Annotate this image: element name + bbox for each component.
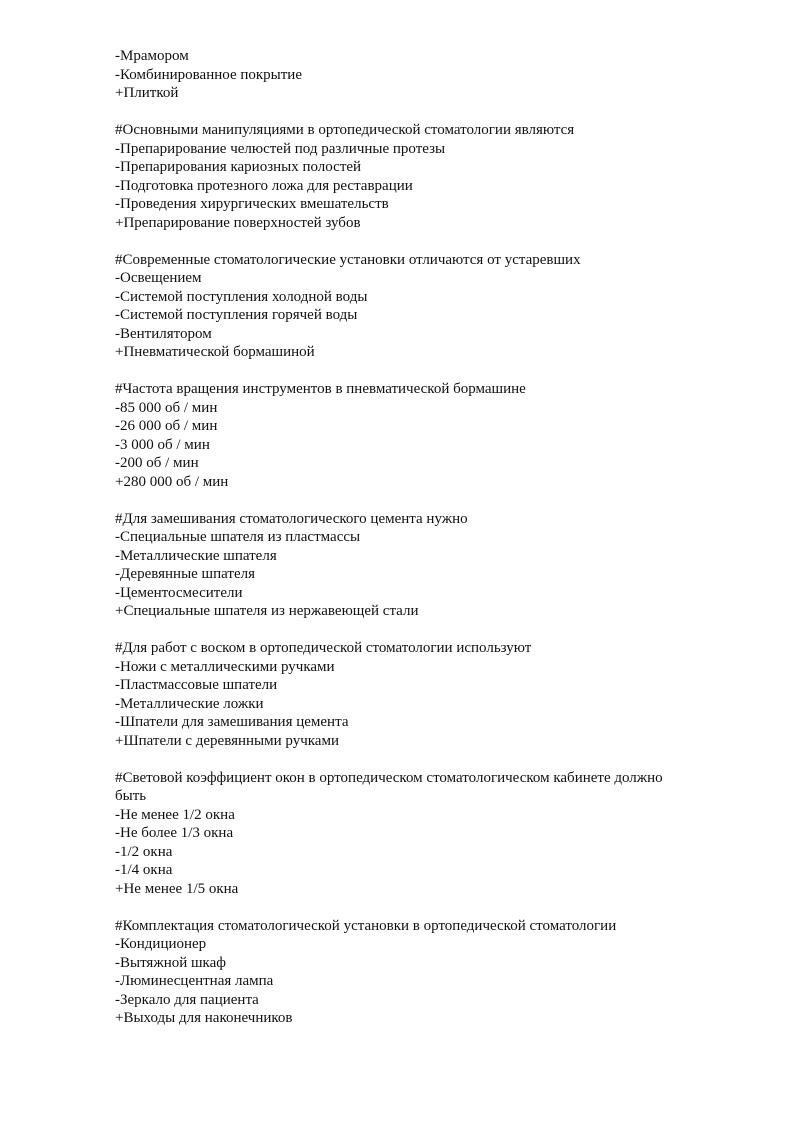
answer-option: -Системой поступления горячей воды xyxy=(115,307,358,323)
answer-option: -Препарирование челюстей под различные протезы xyxy=(115,140,446,157)
correct-answer: +280 000 об / мин xyxy=(115,473,229,490)
answer-option: -Препарирования кариозных полостей xyxy=(115,159,362,175)
question-text: #Световой коэффициент окон в ортопедическом стоматологическом кабинете должно xyxy=(115,769,663,786)
answer-option: -200 об / мин xyxy=(115,455,199,471)
document-page xyxy=(115,47,725,1046)
answer-option: -Системой поступления холодной воды xyxy=(115,288,368,305)
correct-answer: +Выходы для наконечников xyxy=(115,1010,293,1026)
answer-option: -Кондиционер xyxy=(115,936,207,952)
correct-answer: +Пневматической бормашиной xyxy=(115,344,315,360)
question-block-1 xyxy=(115,47,725,103)
answer-option: -Пластмассовые шпатели xyxy=(115,677,278,693)
answer-option: -85 000 об / мин xyxy=(115,399,218,416)
question-block-4 xyxy=(115,380,725,491)
answer-option: -Цементосмесители xyxy=(115,584,243,601)
answer-option: -Комбинированное покрытие xyxy=(115,66,302,83)
answer-option: -Металлические ложки xyxy=(115,695,264,712)
answer-option: -Люминесцентная лампа xyxy=(115,973,274,989)
answer-option: -Специальные шпателя из пластмассы xyxy=(115,529,361,545)
answer-option: -Ножи с металлическими ручками xyxy=(115,658,335,675)
correct-answer: +Плиткой xyxy=(115,85,179,101)
answer-option: -Металлические шпателя xyxy=(115,547,277,564)
answer-option: -Вытяжной шкаф xyxy=(115,954,226,971)
question-block-8 xyxy=(115,917,725,1028)
question-block-3 xyxy=(115,251,725,362)
correct-answer: +Шпатели с деревянными ручками xyxy=(115,732,339,749)
answer-option: -1/4 окна xyxy=(115,862,173,878)
correct-answer: +Специальные шпателя из нержавеющей стали xyxy=(115,603,419,619)
question-text-continuation: быть xyxy=(115,788,147,804)
answer-option: -Деревянные шпателя xyxy=(115,566,255,582)
answer-option: -Освещением xyxy=(115,270,202,286)
answer-option: -Мрамором xyxy=(115,48,189,64)
answer-option: -Не более 1/3 окна xyxy=(115,825,234,841)
question-text: #Основными манипуляциями в ортопедической стоматологии являются xyxy=(115,122,575,138)
answer-option: -1/2 окна xyxy=(115,843,173,860)
answer-option: -3 000 об / мин xyxy=(115,436,210,453)
correct-answer: +Препарирование поверхностей зубов xyxy=(115,214,361,231)
answer-option: -Шпатели для замешивания цемента xyxy=(115,714,349,730)
question-block-6 xyxy=(115,639,725,750)
correct-answer: +Не менее 1/5 окна xyxy=(115,880,239,897)
question-text: #Комплектация стоматологической установки в ортопедической стоматологии xyxy=(115,917,617,934)
answer-option: -Подготовка протезного ложа для реставрации xyxy=(115,177,413,194)
question-block-7 xyxy=(115,769,725,899)
answer-option: -Зеркало для пациента xyxy=(115,991,259,1008)
question-text: #Современные стоматологические установки отличаются от устаревших xyxy=(115,251,581,268)
answer-option: -26 000 об / мин xyxy=(115,418,218,434)
question-block-5 xyxy=(115,510,725,621)
answer-option: -Проведения хирургических вмешательств xyxy=(115,196,389,212)
question-text: #Частота вращения инструментов в пневматической бормашине xyxy=(115,381,526,397)
answer-option: -Не менее 1/2 окна xyxy=(115,806,235,823)
question-text: #Для замешивания стоматологического цемента нужно xyxy=(115,510,468,527)
question-block-2 xyxy=(115,121,725,232)
question-text: #Для работ с воском в ортопедической стоматологии используют xyxy=(115,640,532,656)
answer-option: -Вентилятором xyxy=(115,325,212,342)
